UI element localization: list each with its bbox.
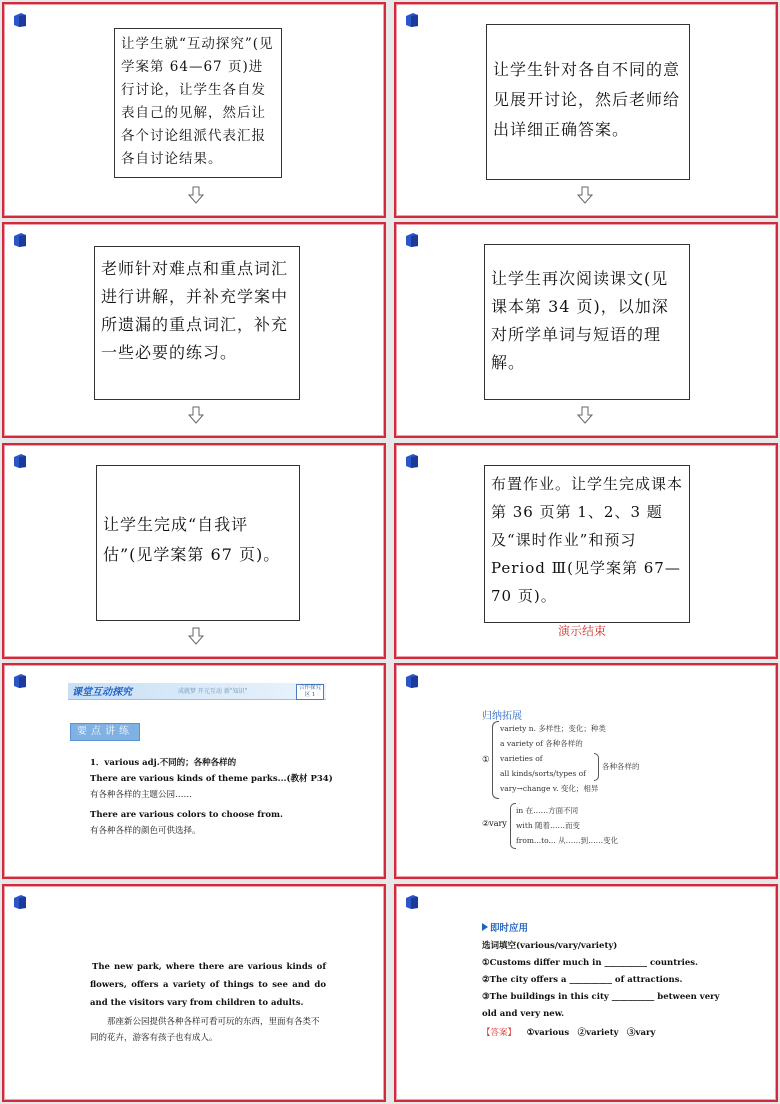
answer-label: 【答案】	[482, 1028, 517, 1038]
example-en: There are various kinds of theme parks...(教材 P34)	[90, 774, 333, 784]
group-2-label: ②vary	[482, 819, 507, 828]
variety-definition: variety n. 多样性；变化；种类	[500, 724, 606, 733]
answer-line	[482, 1025, 746, 1042]
group-2-lines	[516, 803, 618, 848]
lesson-content	[90, 755, 370, 839]
answers: ①various ②variety ③vary	[526, 1028, 656, 1038]
example-cn: 有各种各样的颜色可供选择。	[90, 826, 201, 836]
down-arrow-icon	[576, 186, 594, 204]
flow-step-box: 让学生完成“自我评估”(见学案第 67 页)。	[96, 465, 300, 621]
example-sentence-cn: 那座新公园提供各种各样可看可玩的东西，里面有各类不同的花卉，游客有孩子也有成人。	[90, 1017, 320, 1043]
flow-step-box: 布置作业。让学生完成课本第 36 页第 1、2、3 题及“课时作业”和预习 Period Ⅲ(见学案第 67—70 页)。	[484, 465, 690, 623]
vary-with: with 随着……而变	[516, 821, 581, 830]
group-1-brace	[492, 721, 499, 799]
banner-subtitle: 成就梦 开元互动 新"知识"	[178, 688, 248, 695]
question-2: ②The city offers a __________ of attractions.	[482, 975, 683, 985]
book-logo-icon	[404, 673, 420, 689]
vary-from-to: from...to... 从……到……变化	[516, 836, 619, 845]
slide-3	[2, 222, 386, 438]
down-arrow-icon	[576, 406, 594, 424]
example-sentence-en: The new park, where there are various kinds of flowers, offers a variety of things to see and do and the visitors vary from children to adults.	[90, 962, 326, 1008]
inner-brace-label: 各种各样的	[602, 762, 640, 771]
slide-6	[394, 443, 778, 659]
slide-1	[2, 2, 386, 218]
example-cn: 有各种各样的主题公园……	[90, 790, 193, 800]
book-logo-icon	[404, 232, 420, 248]
question-3: ③The buildings in this city __________ between very old and very new.	[482, 992, 720, 1019]
inner-brace	[594, 753, 599, 781]
book-logo-icon	[404, 453, 420, 469]
slide-7	[2, 663, 386, 879]
section-banner	[68, 683, 326, 700]
book-logo-icon	[12, 12, 28, 28]
all-kinds-of: all kinds/sorts/types of	[500, 769, 586, 778]
instruction: 选词填空(various/vary/variety)	[482, 941, 618, 951]
section-heading: 即时应用	[482, 920, 528, 934]
slide-9	[2, 884, 386, 1102]
play-icon	[482, 923, 488, 931]
slide-4	[394, 222, 778, 438]
vary-in: in 在……方面不同	[516, 806, 579, 815]
slide-10	[394, 884, 778, 1102]
varieties-of: varieties of	[500, 754, 543, 763]
flow-step-box: 让学生针对各自不同的意见展开讨论，然后老师给出详细正确答案。	[486, 24, 690, 180]
vocab-item-title: 1．various adj.不同的；各种各样的	[90, 758, 237, 768]
slide-2	[394, 2, 778, 218]
banner-badge: 合作探究区 1	[296, 684, 324, 700]
banner-title: 课堂互动探究	[72, 687, 132, 698]
slide-8	[394, 663, 778, 879]
book-logo-icon	[404, 894, 420, 910]
book-logo-icon	[12, 673, 28, 689]
question-1: ①Customs differ much in __________ countries.	[482, 958, 698, 968]
book-logo-icon	[404, 12, 420, 28]
flow-step-box: 让学生再次阅读课文(见课本第 34 页)，以加深对所学单词与短语的理解。	[484, 244, 690, 400]
book-logo-icon	[12, 232, 28, 248]
book-logo-icon	[12, 453, 28, 469]
section-heading: 归纳拓展	[482, 711, 522, 722]
example-en: There are various colors to choose from.	[90, 810, 283, 820]
flow-step-box: 让学生就“互动探究”(见学案第 64—67 页)进行讨论，让学生各自发表自己的见解，然后让各个讨论组派代表汇报各自讨论结果。	[114, 28, 282, 178]
a-variety-of: a variety of 各种各样的	[500, 739, 583, 748]
vary-change: vary→change v. 变化；相异	[500, 784, 599, 793]
slide-5	[2, 443, 386, 659]
section-label: 要点讲练	[70, 723, 140, 741]
down-arrow-icon	[187, 627, 205, 645]
down-arrow-icon	[187, 186, 205, 204]
group-1-lines	[500, 721, 606, 796]
book-logo-icon	[12, 894, 28, 910]
down-arrow-icon	[187, 406, 205, 424]
group-1-number: ①	[482, 755, 490, 765]
end-of-presentation-link[interactable]: 演示结束	[558, 624, 607, 638]
flow-step-box: 老师针对难点和重点词汇进行讲解，并补充学案中所遗漏的重点词汇，补充一些必要的练习。	[94, 246, 300, 400]
exercise-block	[482, 938, 746, 1042]
